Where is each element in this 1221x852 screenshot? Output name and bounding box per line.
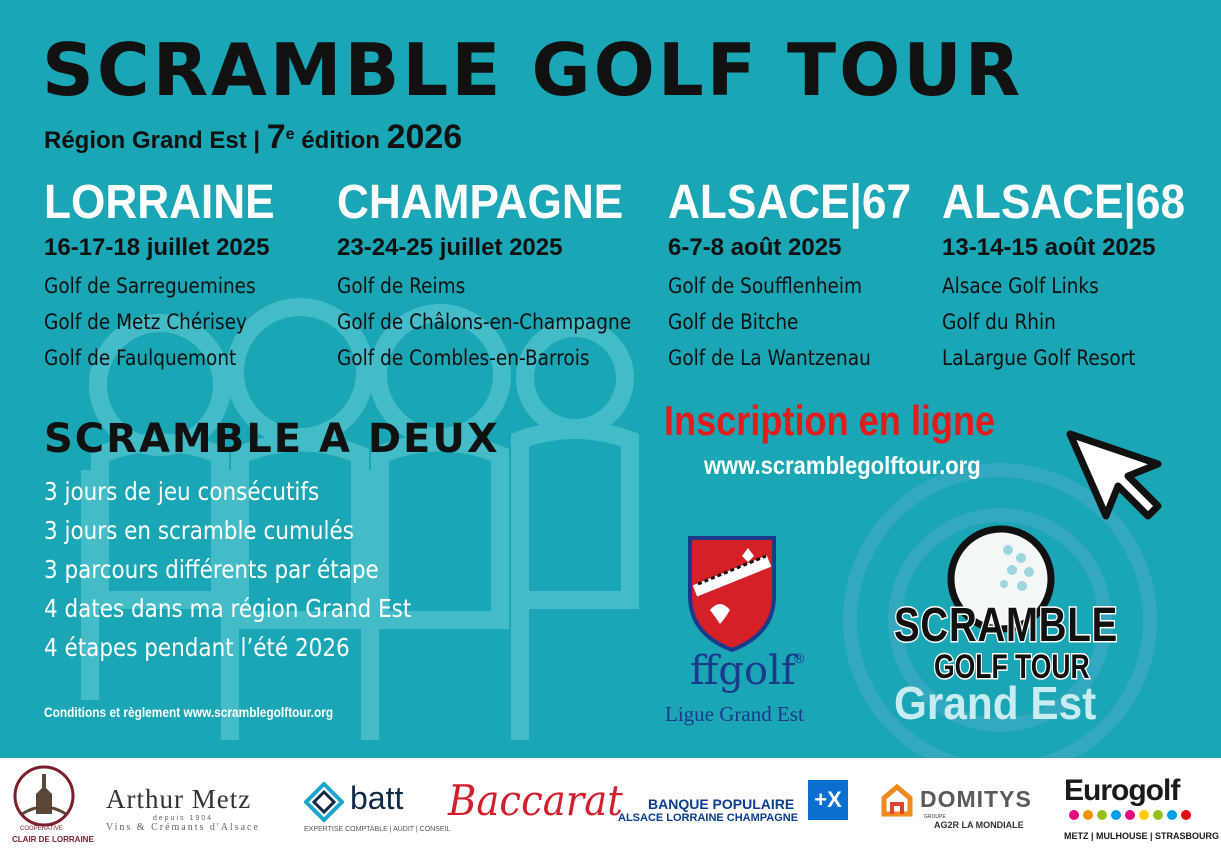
batt-diamond-icon <box>304 782 344 822</box>
feature-item: 4 étapes pendant l’été 2026 <box>44 633 350 662</box>
region-name: ALSACE|67 <box>668 176 912 229</box>
region-name: CHAMPAGNE <box>337 176 624 229</box>
registration-url-link[interactable]: www.scramblegolftour.org <box>704 452 981 480</box>
format-title: SCRAMBLE A DEUX <box>44 416 500 462</box>
mouse-pointer-icon <box>1066 430 1162 520</box>
ffgolf-ligue: Ligue Grand Est <box>665 702 804 726</box>
club-item: Alsace Golf Links <box>942 274 1099 298</box>
region-dates: 23-24-25 juillet 2025 <box>337 234 563 261</box>
feature-item: 3 jours en scramble cumulés <box>44 516 354 545</box>
region-dates: 16-17-18 juillet 2025 <box>44 234 270 261</box>
eurogolf-cities: METZ | MULHOUSE | STRASBOURG <box>1064 831 1220 841</box>
domitys-group-label: GROUPE <box>924 814 946 820</box>
club-item: Golf de Combles-en-Barrois <box>337 346 590 370</box>
sponsor-arthur-metz[interactable] <box>106 784 260 833</box>
bp-line2: ALSACE LORRAINE CHAMPAGNE <box>618 812 799 824</box>
region-dates: 6-7-8 août 2025 <box>668 234 842 261</box>
arthur-metz-tagline: Vins & Crémants d'Alsace <box>106 822 260 833</box>
sgt-logo-main: SCRAMBLE <box>894 599 1118 652</box>
region-column-champagne <box>337 176 671 376</box>
region-column-lorraine <box>44 176 295 376</box>
event-title: SCRAMBLE GOLF TOUR <box>42 28 1024 112</box>
eurogolf-name: Eurogolf <box>1064 774 1180 807</box>
sponsor-baccarat[interactable]: Baccarat <box>448 776 623 825</box>
club-list <box>668 268 932 376</box>
feature-item: 3 jours de jeu consécutifs <box>44 477 320 506</box>
club-list <box>337 268 671 376</box>
bp-badge-icon: +X <box>808 780 848 820</box>
subtitle-region: Région Grand Est | <box>44 127 267 154</box>
edition-number: 7 <box>266 118 286 156</box>
event-year: 2026 <box>386 118 463 156</box>
club-list <box>44 268 295 376</box>
bp-line1: BANQUE POPULAIRE <box>648 796 795 812</box>
registration-label: Inscription en ligne <box>664 397 996 444</box>
club-item: Golf de Châlons-en-Champagne <box>337 310 632 334</box>
club-item: Golf du Rhin <box>942 310 1056 334</box>
edition-suffix: e <box>285 126 295 143</box>
ffgolf-name: ffgolf <box>690 648 796 694</box>
batt-name: batt <box>350 780 404 816</box>
club-list <box>942 268 1206 376</box>
domitys-name: DOMITYS <box>920 786 1032 812</box>
feature-list <box>44 472 471 667</box>
arthur-metz-name: Arthur Metz <box>106 784 252 814</box>
edition-word: édition <box>294 127 387 154</box>
arthur-metz-since: depuis 1904 <box>152 815 214 822</box>
sponsor-clair-de-lorraine[interactable] <box>12 764 94 848</box>
club-item: Golf de Soufflenheim <box>668 274 863 298</box>
region-name: LORRAINE <box>44 176 275 229</box>
ffgolf-shield-icon <box>686 534 778 654</box>
sponsor-eurogolf[interactable] <box>1064 774 1219 841</box>
batt-tagline: EXPERTISE COMPTABLE | AUDIT | CONSEIL <box>304 826 451 833</box>
club-item: LaLargue Golf Resort <box>942 346 1136 370</box>
club-item: Golf de Faulquemont <box>44 346 237 370</box>
clair-de-lorraine-emblem-icon <box>12 764 76 828</box>
region-dates: 13-14-15 août 2025 <box>942 234 1156 261</box>
clair-de-lorraine-name: CLAIR DE LORRAINE <box>12 835 94 844</box>
sgt-logo-sub: GOLF TOUR <box>934 648 1090 686</box>
club-item: Golf de Reims <box>337 274 466 298</box>
sgt-logo-region: Grand Est <box>894 677 1097 729</box>
sponsor-bar <box>0 758 1221 852</box>
eurogolf-balloons-icon <box>1064 808 1202 826</box>
region-name: ALSACE|68 <box>942 176 1186 229</box>
region-column-alsace-67 <box>668 176 932 376</box>
event-subtitle <box>44 118 462 157</box>
conditions-link[interactable]: Conditions et règlement www.scramblegolftour.org <box>44 704 334 720</box>
club-item: Golf de Sarreguemines <box>44 274 256 298</box>
club-item: Golf de La Wantzenau <box>668 346 871 370</box>
ffgolf-registered-mark: ® <box>794 650 805 666</box>
region-column-alsace-68 <box>942 176 1206 376</box>
clair-de-lorraine-top: COOPÉRATIVE <box>20 826 63 832</box>
domitys-group-name: AG2R LA MONDIALE <box>934 820 1024 830</box>
club-item: Golf de Metz Chérisey <box>44 310 247 334</box>
feature-item: 3 parcours différents par étape <box>44 555 379 584</box>
feature-item: 4 dates dans ma région Grand Est <box>44 594 412 623</box>
club-item: Golf de Bitche <box>668 310 799 334</box>
domitys-house-icon <box>880 784 914 818</box>
